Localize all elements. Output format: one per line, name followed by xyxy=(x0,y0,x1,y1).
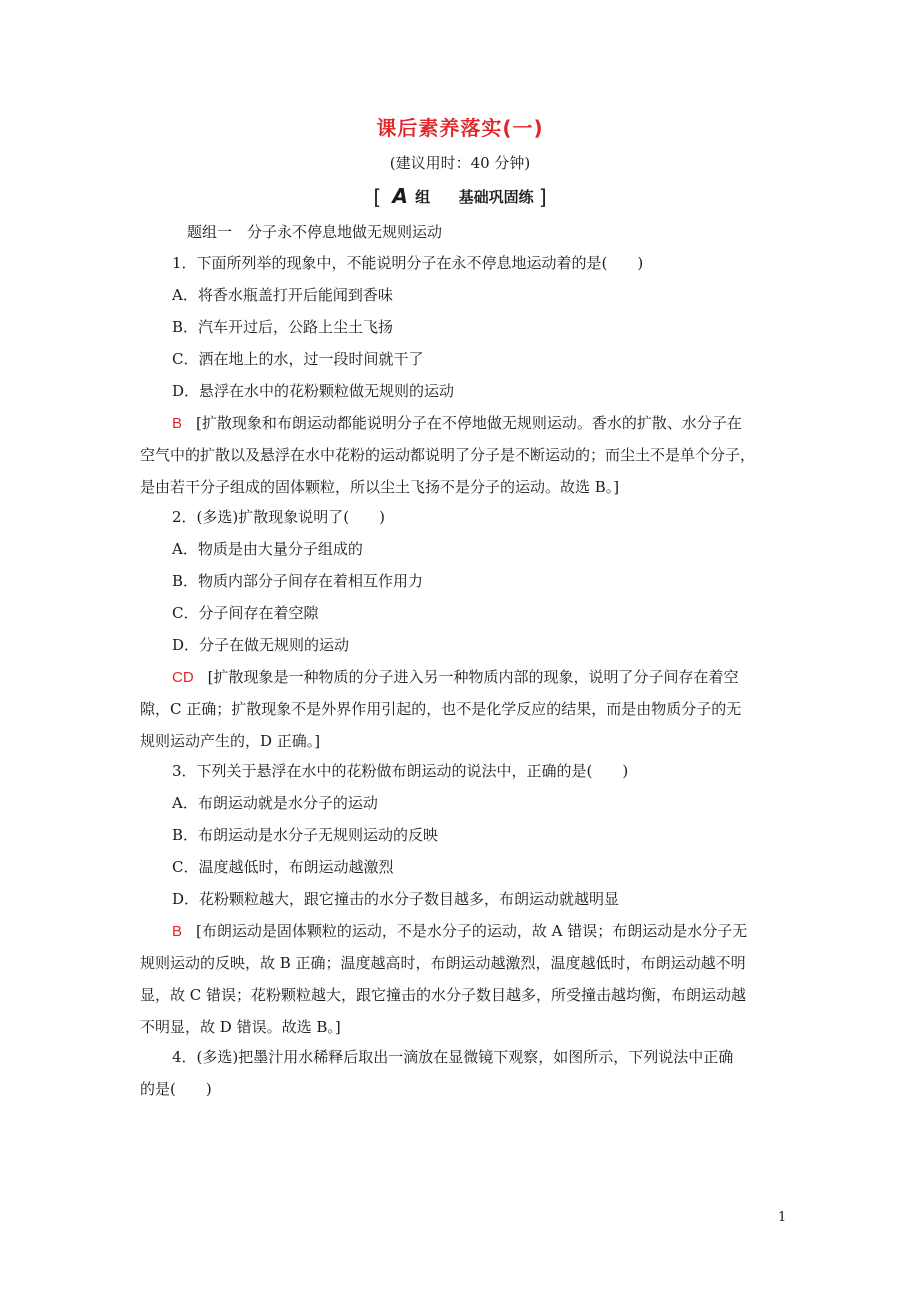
q2-option-b: B．物质内部分子间存在着相互作用力 xyxy=(172,572,424,590)
q3-option-a: A．布朗运动就是水分子的运动 xyxy=(172,794,378,812)
q4-stem-line-2: 的是( ) xyxy=(140,1080,212,1098)
group-heading xyxy=(0,184,920,209)
q1-option-b: B．汽车开过后，公路上尘土飞扬 xyxy=(172,318,394,336)
group-label: 组 xyxy=(415,188,431,206)
page-title: 课后素养落实(一) xyxy=(376,116,544,140)
q3-explanation-line-4: 不明显，故 D 错误。故选 B。] xyxy=(140,1018,341,1036)
topic-heading: 题组一 分子永不停息地做无规则运动 xyxy=(187,223,443,241)
q1-answer: B xyxy=(172,415,183,432)
q1-explanation-line-1: B [扩散现象和布朗运动都能说明分子在不停地做无规则运动。香水的扩散、水分子在 xyxy=(172,414,742,432)
q2-explanation-line-1: CD [扩散现象是一种物质的分子进入另一种物质内部的现象，说明了分子间存在着空 xyxy=(172,668,739,686)
q3-explanation-line-1: B [布朗运动是固体颗粒的运动，不是水分子的运动，故 A 错误；布朗运动是水分子无 xyxy=(172,922,748,940)
q2-explanation-line-2: 隙，C 正确；扩散现象不是外界作用引起的，也不是化学反应的结果，而是由物质分子的无 xyxy=(140,700,742,718)
q2-answer: CD xyxy=(172,669,194,686)
q3-answer: B xyxy=(172,923,183,940)
q3-explanation-line-3: 显，故 C 错误；花粉颗粒越大，跟它撞击的水分子数目越多，所受撞击越均衡，布朗运动越 xyxy=(140,986,747,1004)
bracket-left: [ xyxy=(373,185,382,209)
q1-explanation-line-3: 是由若干分子组成的固体颗粒，所以尘土飞扬不是分子的运动。故选 B。] xyxy=(140,478,620,496)
suggested-time: (建议用时：40 分钟) xyxy=(389,154,531,172)
page-number: 1 xyxy=(778,1210,787,1225)
q2-explanation-line-3: 规则运动产生的，D 正确。] xyxy=(140,732,321,750)
q3-stem: 3．下列关于悬浮在水中的花粉做布朗运动的说法中，正确的是( ) xyxy=(172,762,629,780)
q3-option-b: B．布朗运动是水分子无规则运动的反映 xyxy=(172,826,439,844)
group-a-mark: A xyxy=(392,184,408,208)
q4-stem-line-1: 4．(多选)把墨汁用水稀释后取出一滴放在显微镜下观察，如图所示，下列说法中正确 xyxy=(172,1048,734,1066)
q1-stem: 1．下面所列举的现象中，不能说明分子在永不停息地运动着的是( ) xyxy=(172,254,644,272)
group-name: 基础巩固练 xyxy=(458,188,534,206)
q1-option-c: C．洒在地上的水，过一段时间就干了 xyxy=(172,350,424,368)
bracket-right: ] xyxy=(538,185,547,209)
q1-option-d: D．悬浮在水中的花粉颗粒做无规则的运动 xyxy=(172,382,455,400)
q2-option-c: C．分子间存在着空隙 xyxy=(172,604,319,622)
q2-option-a: A．物质是由大量分子组成的 xyxy=(172,540,363,558)
q3-explanation-line-2: 规则运动的反映，故 B 正确；温度越高时，布朗运动越激烈，温度越低时，布朗运动越不明 xyxy=(140,954,746,972)
q1-option-a: A．将香水瓶盖打开后能闻到香味 xyxy=(172,286,393,304)
q3-option-c: C．温度越低时，布朗运动越激烈 xyxy=(172,858,394,876)
q2-option-d: D．分子在做无规则的运动 xyxy=(172,636,350,654)
q2-stem: 2．(多选)扩散现象说明了( ) xyxy=(172,508,385,526)
q3-option-d: D．花粉颗粒越大，跟它撞击的水分子数目越多，布朗运动就越明显 xyxy=(172,890,620,908)
q1-explanation-line-2: 空气中的扩散以及悬浮在水中花粉的运动都说明了分子是不断运动的；而尘土不是单个分子， xyxy=(140,446,756,464)
